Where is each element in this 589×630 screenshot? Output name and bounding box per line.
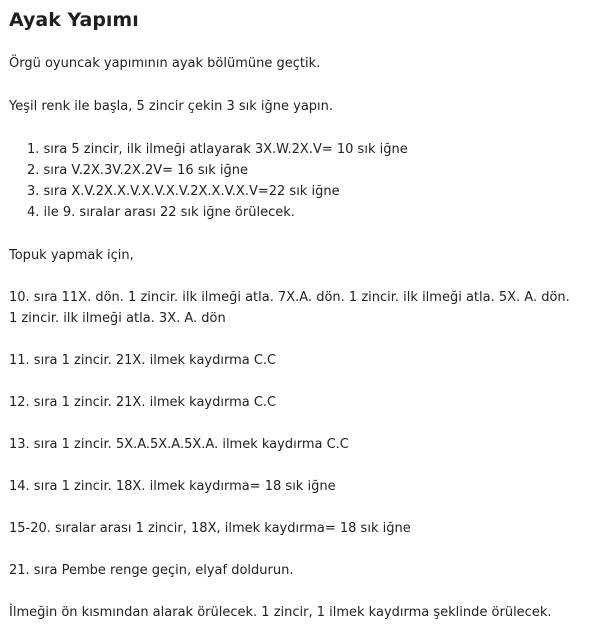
row-paragraph: 14. sıra 1 zincir. 18X. ilmek kaydırma= 18 sık iğne: [9, 479, 336, 494]
list-item: 2. sıra V.2X.3V.2X.2V= 16 sık iğne: [27, 163, 248, 178]
intro-paragraph: Örgü oyuncak yapımının ayak bölümüne geçtik.: [9, 56, 321, 71]
row-paragraph: 15-20. sıralar arası 1 zincir, 18X, ilmek kaydırma= 18 sık iğne: [9, 521, 411, 536]
row-paragraph: 11. sıra 1 zincir. 21X. ilmek kaydırma C.C: [9, 353, 277, 368]
list-item: 4. ile 9. sıralar arası 22 sık iğne örülecek.: [27, 205, 295, 220]
row-paragraph: İlmeğin ön kısmından alarak örülecek. 1 zincir, 1 ilmek kaydırma şeklinde örülecek.: [9, 605, 552, 620]
list-item: 1. sıra 5 zincir, ilk ilmeği atlayarak 3X.W.2X.V= 10 sık iğne: [27, 142, 408, 157]
list-item: 3. sıra X.V.2X.X.V.X.V.X.V.2X.X.V.X.V=22 sık iğne: [27, 184, 340, 199]
row-paragraph: 12. sıra 1 zincir. 21X. ilmek kaydırma C.C: [9, 395, 277, 410]
heel-intro-paragraph: Topuk yapmak için,: [9, 248, 134, 263]
section-heading: Ayak Yapımı: [9, 9, 139, 31]
row-paragraph: 13. sıra 1 zincir. 5X.A.5X.A.5X.A. ilmek kaydırma C.C: [9, 437, 349, 452]
start-paragraph: Yeşil renk ile başla, 5 zincir çekin 3 sık iğne yapın.: [9, 99, 334, 114]
row-paragraph: 21. sıra Pembe renge geçin, elyaf doldurun.: [9, 563, 294, 578]
row-paragraph: 10. sıra 11X. dön. 1 zincir. ilk ilmeği atla. 7X.A. dön. 1 zincir. ilk ilmeği atla. 5X. A. dön. 1 zincir. ilk ilmeği atla. 3X. A. dön: [9, 290, 570, 326]
steps-list: [9, 139, 589, 223]
